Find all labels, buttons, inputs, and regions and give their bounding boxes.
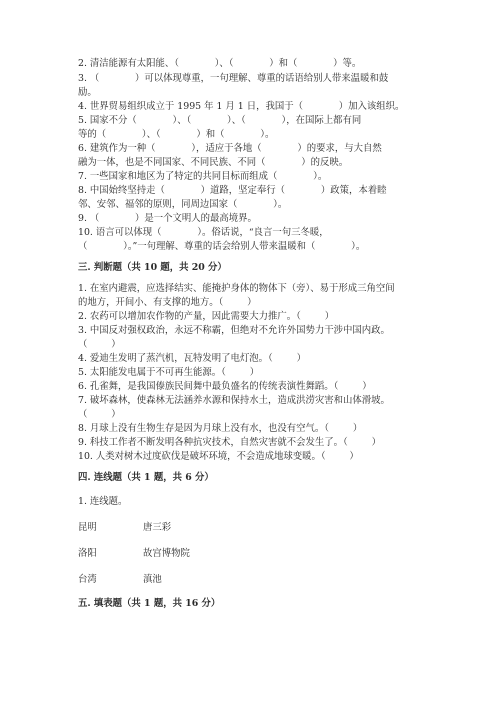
fill-line: 等的（ ）、（ ）和（ ）。 [78, 129, 275, 140]
judge-line: 1. 在室内避震，应选择结实、能掩护身体的物体下（旁）、易于形成三角空间 [78, 283, 395, 294]
judge-line: 3. 中国反对强权政治，永远不称霸，但绝对不允许外国势力干涉中国内政。 [78, 325, 390, 336]
judge-line: （ ） [78, 409, 121, 420]
fill-line: （ ）。”一句理解、尊重的话会给别人带来温暖和（ ）。 [78, 241, 366, 252]
match-left-item[interactable]: 台湾 [78, 574, 97, 585]
match-right-item[interactable]: 唐三彩 [143, 522, 172, 533]
judge-line: 5. 太阳能发电属于不可再生能源。（ ） [78, 367, 260, 378]
section-heading-judge: 三. 判断题（共 10 题，共 20 分） [78, 262, 227, 273]
fill-line: 8. 中国始终坚持走（ ）道路，坚定奉行（ ）政策，本着睦 [78, 185, 387, 196]
judge-line: 9. 科技工作者不断发明各种抗灾技术，自然灾害就不会发生了。（ ） [78, 437, 381, 448]
fill-line: 7. 一些国家和地区为了特定的共同目标而组成（ ）。 [78, 171, 328, 182]
judge-line: 6. 孔雀舞，是我国傣族民间舞中最负盛名的传统表演性舞蹈。（ ） [78, 381, 372, 392]
match-right-item[interactable]: 故宫博物院 [143, 548, 190, 559]
judge-line: （ ） [78, 339, 121, 350]
fill-line: 9. （ ）是一个文明人的最高境界。 [78, 213, 257, 224]
fill-line: 5. 国家不分（ ）、（ ）、（ ），在国际上都有同 [78, 115, 362, 126]
fill-line: 邻、安邻、福邻的原则，同周边国家（ ）。 [78, 199, 288, 210]
fill-line: 6. 建筑作为一种（ ），适应于各地（ ）的要求，与大自然 [78, 143, 382, 154]
match-left-item[interactable]: 洛阳 [78, 548, 97, 559]
judge-line: 4. 爱迪生发明了蒸汽机，瓦特发明了电灯泡。（ ） [78, 353, 306, 364]
judge-line: 7. 破坏森林，使森林无法涵养水源和保持水土，造成洪涝灾害和山体滑坡。 [78, 395, 390, 406]
match-right-item[interactable]: 滇池 [143, 574, 162, 585]
judge-line: 8. 月球上没有生物生存是因为月球上没有水，也没有空气。（ ） [78, 423, 363, 434]
judge-line: 2. 农药可以增加农作物的产量，因此需要大力推广。（ ） [78, 311, 335, 322]
match-question: 1. 连线题。 [78, 496, 128, 507]
fill-line: 2. 清洁能源有太阳能、（ ）、（ ）和（ ）等。 [78, 58, 362, 69]
match-left-item[interactable]: 昆明 [78, 522, 97, 533]
fill-line: 励。 [78, 87, 97, 98]
fill-line: 融为一体，也是不同国家、不同民族、不同（ ）的反映。 [78, 157, 349, 168]
section-heading-table: 五. 填表题（共 1 题，共 16 分） [78, 598, 221, 609]
fill-line: 10. 语言可以体现（ ）。俗话说，“良言一句三冬暖， [78, 227, 329, 238]
fill-line: 4. 世界贸易组织成立于 1995 年 1 月 1 日，我国于（ ）加入该组织。 [78, 101, 405, 112]
judge-line: 的地方，开间小、有支撑的地方。（ ） [78, 297, 257, 308]
fill-line: 3. （ ）可以体现尊重，一句理解、尊重的话语给别人带来温暖和鼓 [78, 73, 389, 84]
section-heading-match: 四. 连线题（共 1 题，共 6 分） [78, 472, 214, 483]
judge-line: 10. 人类对树木过度砍伐是破坏环境，不会造成地球变暖。（ ） [78, 451, 359, 462]
